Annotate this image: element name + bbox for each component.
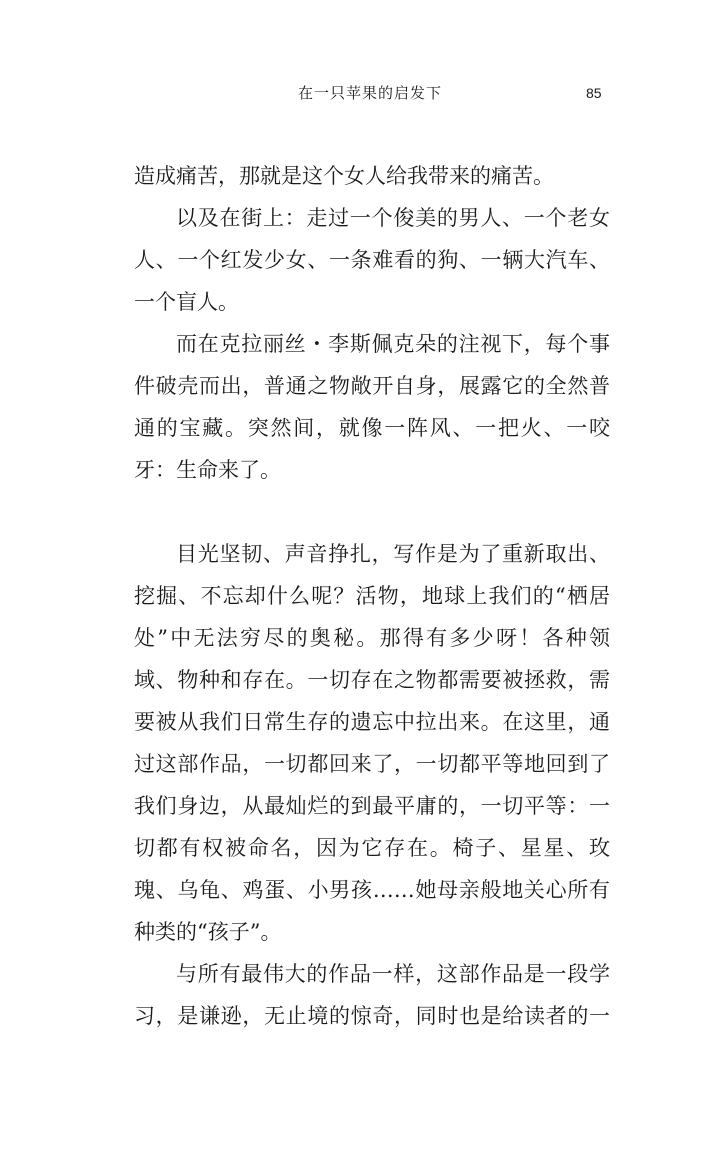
text-line: 牙：生命来了。: [134, 458, 281, 482]
text-line: 我们身边，从最灿烂的到最平庸的，一切平等：一: [134, 794, 610, 818]
body-text: [134, 155, 610, 1037]
text-line: 目光坚韧、声音挣扎，写作是为了重新取出、: [176, 542, 610, 566]
text-line: 人、一个红发少女、一条难看的狗、一辆大汽车、: [134, 248, 610, 272]
text-line: 过这部作品，一切都回来了，一切都平等地回到了: [134, 752, 610, 776]
paragraph: [134, 155, 610, 197]
text-line: 要被从我们日常生存的遗忘中拉出来。在这里，通: [134, 710, 610, 734]
text-line: 而在克拉丽丝・李斯佩克朵的注视下，每个事: [176, 332, 610, 356]
section-break: [134, 491, 610, 533]
text-line: 造成痛苦，那就是这个女人给我带来的痛苦。: [134, 164, 554, 188]
paragraph: [134, 533, 610, 953]
paragraph: [134, 197, 610, 323]
text-line: 挖掘、不忘却什么呢？活物，地球上我们的“栖居: [134, 584, 610, 608]
text-line: 处”中无法穷尽的奥秘。那得有多少呀！各种领: [134, 626, 610, 650]
page-number: 85: [586, 85, 602, 101]
text-line: 件破壳而出，普通之物敞开自身，展露它的全然普: [134, 374, 610, 398]
text-line: 种类的“孩子”。: [134, 920, 282, 944]
text-line: 切都有权被命名，因为它存在。椅子、星星、玫: [134, 836, 610, 860]
paragraph: [134, 323, 610, 491]
text-line: 瑰、乌龟、鸡蛋、小男孩……她母亲般地关心所有: [134, 878, 610, 902]
running-title: 在一只苹果的启发下: [298, 84, 443, 102]
paragraph: [134, 953, 610, 1037]
text-line: 通的宝藏。突然间，就像一阵风、一把火、一咬: [134, 416, 610, 440]
text-line: 与所有最伟大的作品一样，这部作品是一段学: [176, 962, 610, 986]
text-line: 一个盲人。: [134, 290, 239, 314]
text-line: 以及在街上：走过一个俊美的男人、一个老女: [176, 206, 610, 230]
text-line: 域、物种和存在。一切存在之物都需要被拯救，需: [134, 668, 610, 692]
text-line: 习，是谦逊，无止境的惊奇，同时也是给读者的一: [134, 1004, 610, 1028]
running-header: [0, 80, 705, 110]
